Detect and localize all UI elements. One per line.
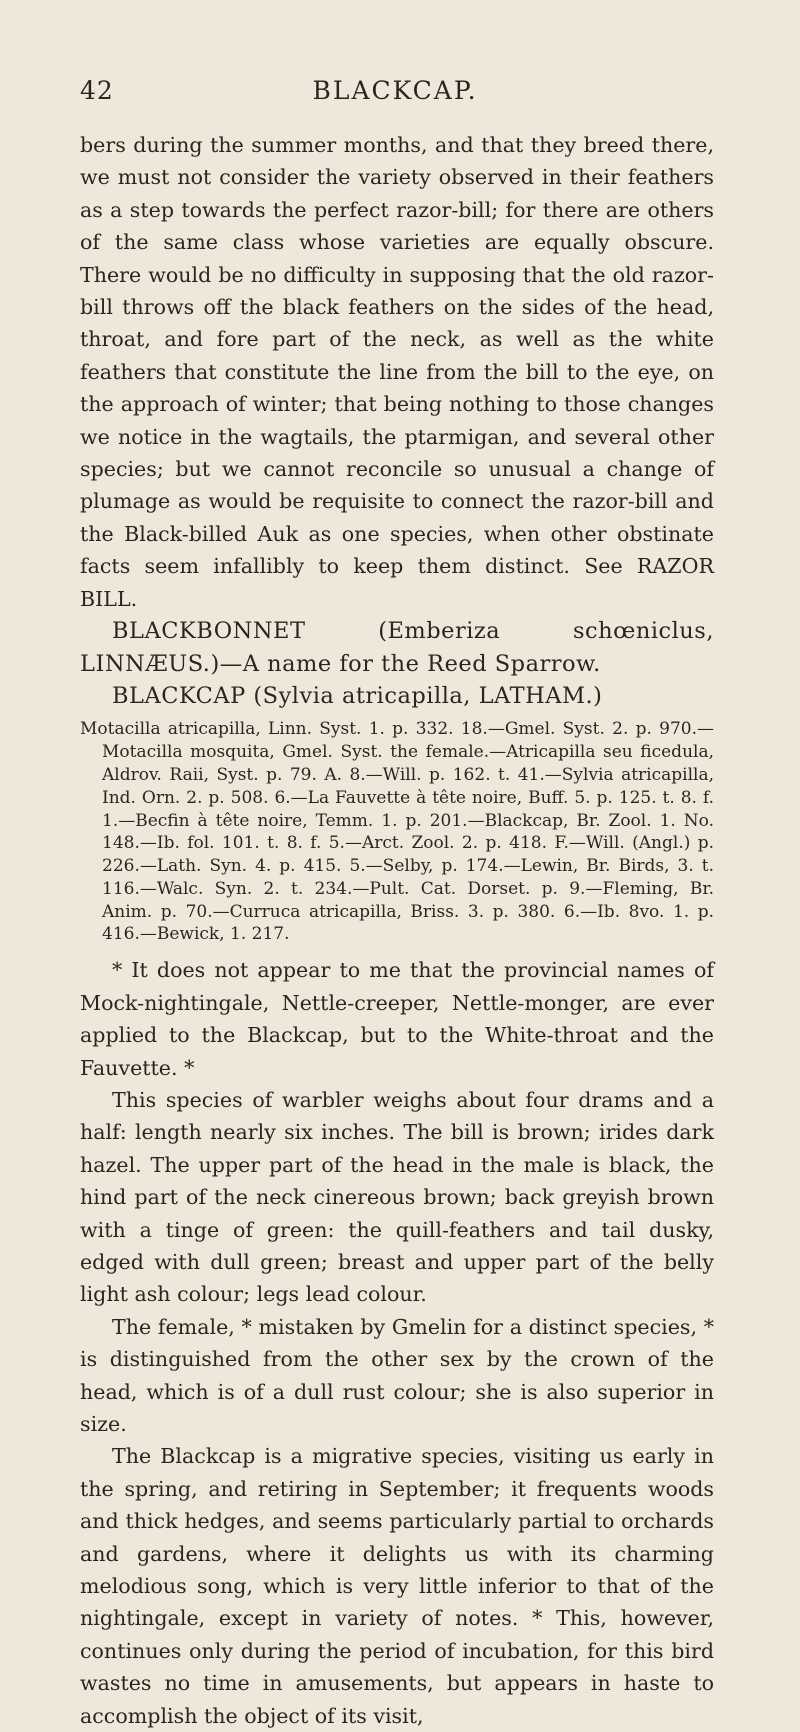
running-head: BLACKCAP. <box>312 76 478 105</box>
synonymy-citations: Motacilla atricapilla, Linn. Syst. 1. p. 332. 18.—Gmel. Syst. 2. p. 970.—Motacilla mosquita, Gmel. Syst. the female.—Atricapilla seu ficedula, Aldrov. Raii, Syst. p. 79. A. 8.—Will. p. 162. t. 41.—Sylvia atricapilla, Ind. Orn. 2. p. 508. 6.—La Fauvette à tête noire, Buff. 5. p. 125. t. 8. f. 1.—Becfin à tête noire, Temm. 1. p. 201.—Blackcap, Br. Zool. 1. No. 148.—Ib. fol. 101. t. 8. f. 5.—Arct. Zool. 2. p. 418. F.—Will. (Angl.) p. 226.—Lath. Syn. 4. p. 415. 5.—Selby, p. 174.—Lewin, Br. Birds, 3. t. 116.—Walc. Syn. 2. t. 234.—Pult. Cat. Dorset. p. 9.—Fleming, Br. Anim. p. 70.—Curruca atricapilla, Briss. 3. p. 380. 6.—Ib. 8vo. 1. p. 416.—Bewick, 1. 217. <box>80 719 714 945</box>
entry-blackbonnet: BLACKBONNET (Emberiza schœniclus, LINNÆUS.)—A name for the Reed Sparrow. <box>80 618 714 677</box>
paragraph-description-female: The female, * mistaken by Gmelin for a distinct species, * is distinguished from the other sex by the crown of the head, which is of a dull rust colour; she is also superior in size. <box>80 1314 714 1436</box>
paragraph-migration: The Blackcap is a migrative species, visiting us early in the spring, and retiring in September; it frequents woods and thick hedges, and seems particularly partial to orchards and gardens, where it delights us with its charming melodious song, which is very little inferior to that of the nightingale, except in variety of notes. * This, however, continues only during the period of incubation, for this bird wastes no time in amusements, but appears in haste to accomplish the object of its visit, <box>80 1444 714 1728</box>
paragraph-razor-bill-continued: bers during the summer months, and that they breed there, we must not consider the variety observed in their feathers as a step towards the perfect razor-bill; for there are others of the same class whose varieties are equally obscure. There would be no difficulty in supposing that the old razor-bill throws off the black feathers on the sides of the head, throat, and fore part of the neck, as well as the white feathers that constitute the line from the bill to the eye, on the approach of winter; that being nothing to those changes we notice in the wagtails, the ptarmigan, and several other species; but we cannot reconcile so unusual a change of plumage as would be requisite to connect the razor-bill and the Black-billed Auk as one species, when other obstinate facts seem infallibly to keep them distinct. See RAZOR BILL. <box>80 133 714 611</box>
entry-blackcap-heading: BLACKCAP (Sylvia atricapilla, LATHAM.) <box>112 682 603 709</box>
paragraph-description-male: This species of warbler weighs about four drams and a half: length nearly six inches. The bill is brown; irides dark hazel. The upper part of the head in the male is black, the hind part of the neck cinereous brown; back greyish brown with a tinge of green: the quill-feathers and tail dusky, edged with dull green; breast and upper part of the belly light ash colour; legs lead colour. <box>80 1087 714 1307</box>
paragraph-provincial-names: * It does not appear to me that the provincial names of Mock-nightingale, Nettle-creeper, Nettle-monger, are ever applied to the Blackcap, but to the White-throat and the Fauvette. * <box>80 958 714 1080</box>
page-header <box>80 76 710 116</box>
page-body <box>80 129 714 1732</box>
page-number: 42 <box>80 76 114 105</box>
